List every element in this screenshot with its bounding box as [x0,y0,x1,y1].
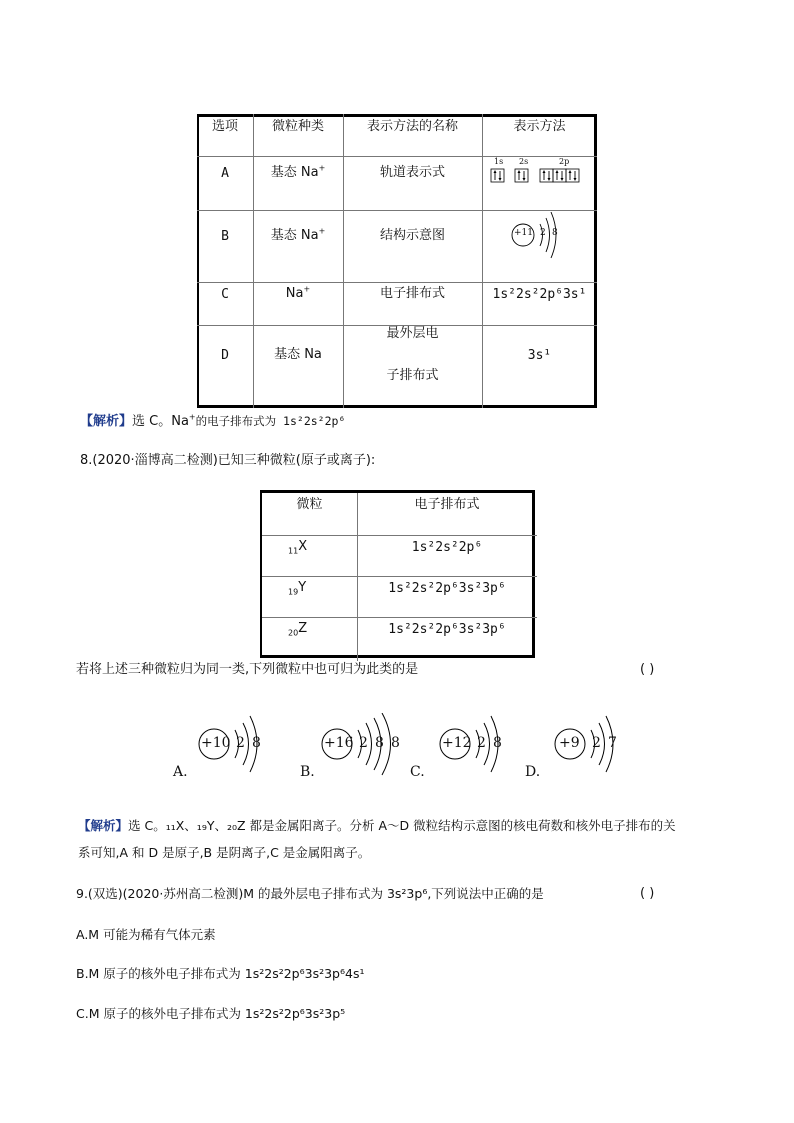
table-header: 表示方法 [513,119,566,134]
analysis-text: 系可知,A 和 D 是原子,B 是阴离子,C 是金属阳离子。 [78,845,371,860]
species-cell: Na+ [285,284,311,301]
particle-symbol: $_{11}$X [288,539,308,556]
option-letter: A. [173,764,188,780]
table-header: 选项 [211,119,238,134]
choice-option-b[interactable]: B.M 原子的核外电子排布式为 1s²2s²2p⁶3s²3p⁶4s¹ [76,966,365,981]
question-stem: 9.(双选)(2020·苏州高二检测)M 的最外层电子排布式为 3s²3p⁶,下列说法中正确的是 [76,886,544,901]
shell-electrons: 8 [391,735,400,751]
analysis-tag: 【解析】 [78,818,129,833]
table-header: 微粒 [296,497,323,512]
choice-option-c[interactable]: C.M 原子的核外电子排布式为 1s²2s²2p⁶3s²3p⁵ [76,1006,346,1021]
option-label: A [221,166,229,181]
question-text: 若将上述三种微粒归为同一类,下列微粒中也可归为此类的是 [76,662,419,677]
option-d-diagram[interactable] [524,713,634,783]
analysis-tag: 【解析】 [80,414,133,429]
option-letter: B. [300,764,315,780]
orbital-label: 2p [559,157,570,166]
electron-config: 1s²2s²2p⁶ [411,540,483,555]
orbital-label: 2s [519,157,529,166]
electron-config: 1s²2s²2p⁶3s¹ [492,287,587,302]
option-b-diagram[interactable] [300,713,420,783]
shell-electrons: 2 [477,735,486,751]
option-label: C [221,287,229,302]
electron-config: 1s²2s²2p⁶3s²3p⁶ [388,622,506,637]
question-stem: 8.(2020·淄博高二检测)已知三种微粒(原子或离子): [80,453,376,468]
nucleus-charge: +12 [442,735,472,751]
option-letter: C. [410,764,425,780]
method-name-cell: 子排布式 [386,368,439,383]
option-label: B [221,229,229,244]
table-header: 电子排布式 [414,497,480,512]
analysis-text: 【解析】选 C。Na+的电子排布式为 1s²2s²2p⁶ [80,412,346,429]
shell-electrons: 7 [608,735,617,751]
particle-config-table [260,490,535,658]
shell-electrons: 8 [493,735,502,751]
shell-electrons: 8 [552,228,558,238]
method-name-cell: 最外层电 [386,326,439,341]
shell-electrons: 8 [375,735,384,751]
orbital-label: 1s [494,157,504,166]
analysis-text: 【解析】选 C。₁₁X、₁₉Y、₂₀Z 都是金属阳离子。分析 A～D 微粒结构示意图的核电荷数和核外电子排布的关 [78,818,676,833]
species-representation-table [197,114,597,408]
electron-config: 3s¹ [527,348,552,363]
nucleus-charge: +10 [201,735,231,751]
species-cell: 基态 Na [274,347,322,362]
choice-option-a[interactable]: A.M 可能为稀有气体元素 [76,927,216,942]
method-name-cell: 结构示意图 [379,228,445,243]
shell-electrons: 2 [359,735,368,751]
shell-electrons: 8 [252,735,261,751]
nucleus-charge: +11 [514,228,533,238]
option-label: D [221,348,229,363]
species-cell: 基态 Na+ [270,163,326,180]
particle-symbol: $_{20}$Z [288,621,308,638]
option-letter: D. [525,764,541,780]
electron-config: 1s²2s²2p⁶3s²3p⁶ [388,581,506,596]
method-name-cell: 轨道表示式 [379,165,445,180]
shell-electrons: 2 [236,735,245,751]
table-header: 微粒种类 [271,119,324,134]
option-c-diagram[interactable] [410,713,520,783]
particle-symbol: $_{19}$Y [288,580,307,597]
nucleus-charge: +16 [324,735,354,751]
answer-parentheses: ( ) [640,662,655,677]
species-cell: 基态 Na+ [270,226,326,243]
option-a-diagram[interactable] [170,713,280,783]
method-name-cell: 电子排布式 [379,286,445,301]
shell-electrons: 2 [592,735,601,751]
atomic-structure-diagram [507,212,577,278]
answer-parentheses: ( ) [640,886,655,901]
shell-electrons: 2 [540,228,546,238]
nucleus-charge: +9 [559,735,580,751]
table-header: 表示方法的名称 [366,119,458,134]
orbital-diagram [490,156,590,210]
